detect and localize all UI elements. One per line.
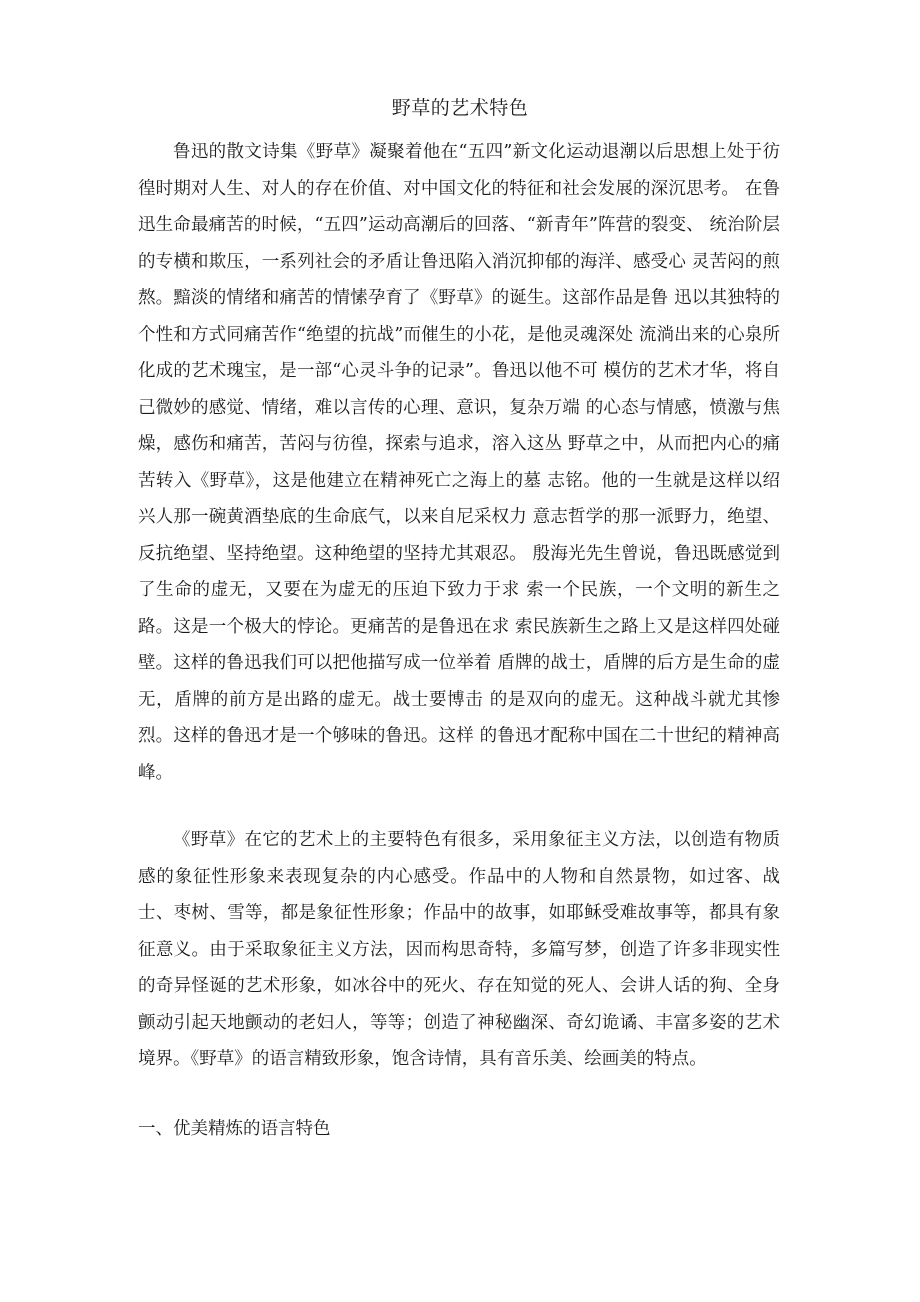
document-title: 野草的艺术特色 <box>391 97 529 119</box>
paragraph-block-1 <box>138 134 780 791</box>
section-heading: 一、优美精炼的语言特色 <box>138 1119 331 1139</box>
paragraph: 《野草》在它的艺术上的主要特色有很多，采用象征主义方法，以创造有物质感的象征性形象来表现复杂的内心感受。作品中的人物和自然景物，如过客、战士、枣树、雪等，都是象征性形象；作品中的故事，如耶稣受难故事等，都具有象征意义。由于采取象征主义方法，因而构思奇特，多篇写梦，创造了许多非现实性的奇异怪诞的艺术形象，如冰谷中的死火、存在知觉的死人、会讲人话的狗、全身颤动引起天地颤动的老妇人，等等；创造了神秘幽深、奇幻诡谲、丰富多姿的艺术境界。《野草》的语言精致形象，饱含诗情，具有音乐美、绘画美的特点。 <box>138 830 780 1069</box>
paragraph: 鲁迅的散文诗集《野草》凝聚着他在“五四”新文化运动退潮以后思想上处于彷徨时期对人生、对人的存在价值、对中国文化的特征和社会发展的深沉思考。 在鲁迅生命最痛苦的时候，“五四”运动高潮后的回落、“新青年”阵营的裂变、 统治阶层的专横和欺压，一系列社会的矛盾让鲁迅陷入消沉抑郁的海洋、感受心 灵苦闷的煎熬。黯淡的情绪和痛苦的情愫孕育了《野草》的诞生。这部作品是鲁 迅以其独特的个性和方式同痛苦作“绝望的抗战”而催生的小花，是他灵魂深处 流淌出来的心泉所化成的艺术瑰宝，是一部“心灵斗争的记录”。鲁迅以他不可 模仿的艺术才华，将自己微妙的感觉、情绪，难以言传的心理、意识，复杂万端 的心态与情感，愤激与焦燥，感伤和痛苦，苦闷与彷徨，探索与追求，溶入这丛 野草之中，从而把内心的痛苦转入《野草》，这是他建立在精神死亡之海上的墓 志铭。他的一生就是这样以绍兴人那一碗黄酒垫底的生命底气，以来自尼采权力 意志哲学的那一派野力，绝望、反抗绝望、坚持绝望。这种绝望的坚持尤其艰忍。 殷海光先生曾说，鲁迅既感觉到了生命的虚无，又要在为虚无的压迫下致力于求 索一个民族，一个文明的新生之路。这是一个极大的悖论。更痛苦的是鲁迅在求 索民族新生之路上又是这样四处碰壁。这样的鲁迅我们可以把他描写成一位举着 盾牌的战士，盾牌的后方是生命的虚无，盾牌的前方是出路的虚无。战士要博击 的是双向的虚无。这种战斗就尤其惨烈。这样的鲁迅才是一个够味的鲁迅。这样 的鲁迅才配称中国在二十世纪的精神高峰。 <box>138 142 780 783</box>
paragraph-block-2 <box>138 822 780 1078</box>
